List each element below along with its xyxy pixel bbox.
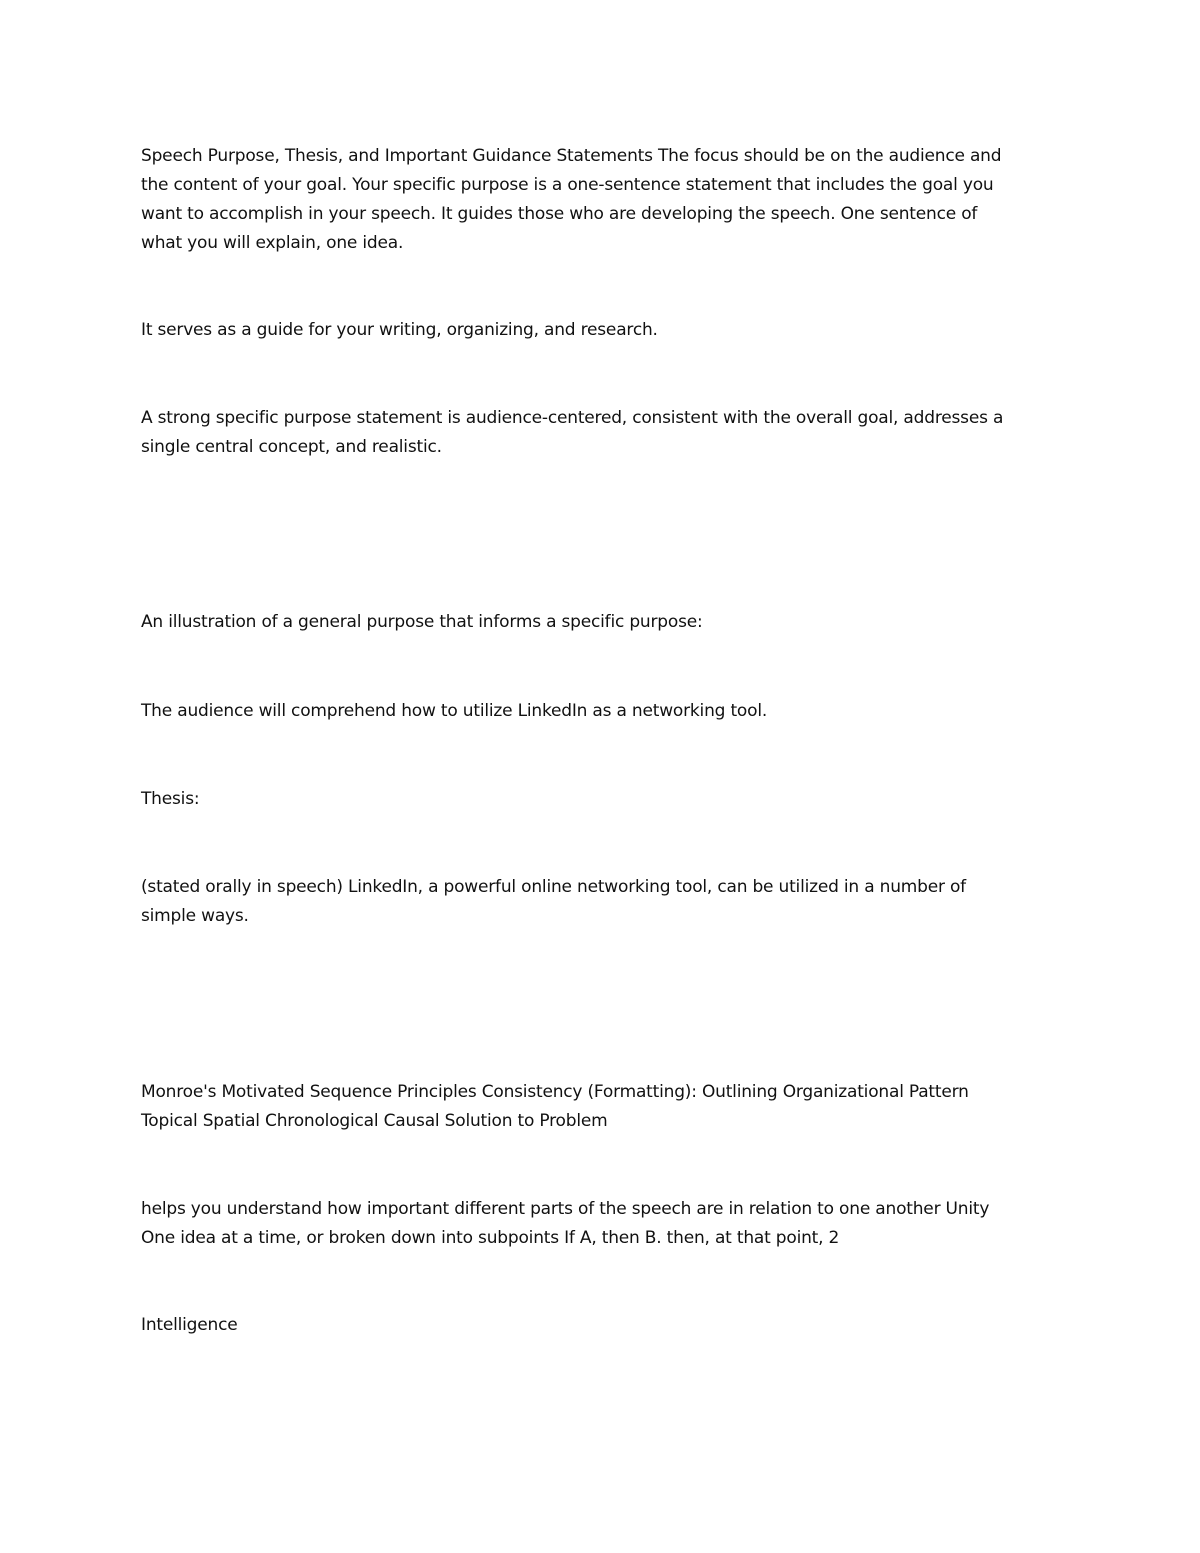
text-line: simple ways. [141, 906, 249, 926]
paragraph-guide [141, 316, 1051, 345]
paragraph-strong-purpose [141, 404, 1051, 462]
text-line: The audience will comprehend how to utilize LinkedIn as a networking tool. [141, 701, 768, 721]
text-line: want to accomplish in your speech. It guides those who are developing the speech. One sentence of [141, 204, 978, 224]
paragraph-unity [141, 1195, 1051, 1253]
paragraph-audience [141, 697, 1051, 726]
text-line: what you will explain, one idea. [141, 233, 404, 253]
text-line: Speech Purpose, Thesis, and Important Guidance Statements The focus should be on the audience and [141, 146, 1002, 166]
text-line: the content of your goal. Your specific purpose is a one-sentence statement that includes the goal you [141, 175, 994, 195]
paragraph-thesis [141, 873, 1051, 931]
paragraph-thesis-label [141, 785, 1051, 814]
text-line: single central concept, and realistic. [141, 437, 442, 457]
paragraph-speech-purpose [141, 142, 1051, 258]
text-line: helps you understand how important different parts of the speech are in relation to one another Unity [141, 1199, 990, 1219]
paragraph-illustration [141, 608, 1051, 637]
text-line: (stated orally in speech) LinkedIn, a powerful online networking tool, can be utilized in a number of [141, 877, 966, 897]
text-line: Monroe's Motivated Sequence Principles Consistency (Formatting): Outlining Organizational Pattern [141, 1082, 969, 1102]
paragraph-intelligence [141, 1311, 1051, 1340]
text-line: An illustration of a general purpose that informs a specific purpose: [141, 612, 703, 632]
text-line: Thesis: [141, 789, 200, 809]
text-line: It serves as a guide for your writing, organizing, and research. [141, 320, 658, 340]
text-line: Topical Spatial Chronological Causal Solution to Problem [141, 1111, 608, 1131]
text-line: Intelligence [141, 1315, 238, 1335]
text-line: A strong specific purpose statement is audience-centered, consistent with the overall goal, addresses a [141, 408, 1004, 428]
text-line: One idea at a time, or broken down into subpoints If A, then B. then, at that point, 2 [141, 1228, 840, 1248]
paragraph-monroe [141, 1078, 1051, 1136]
